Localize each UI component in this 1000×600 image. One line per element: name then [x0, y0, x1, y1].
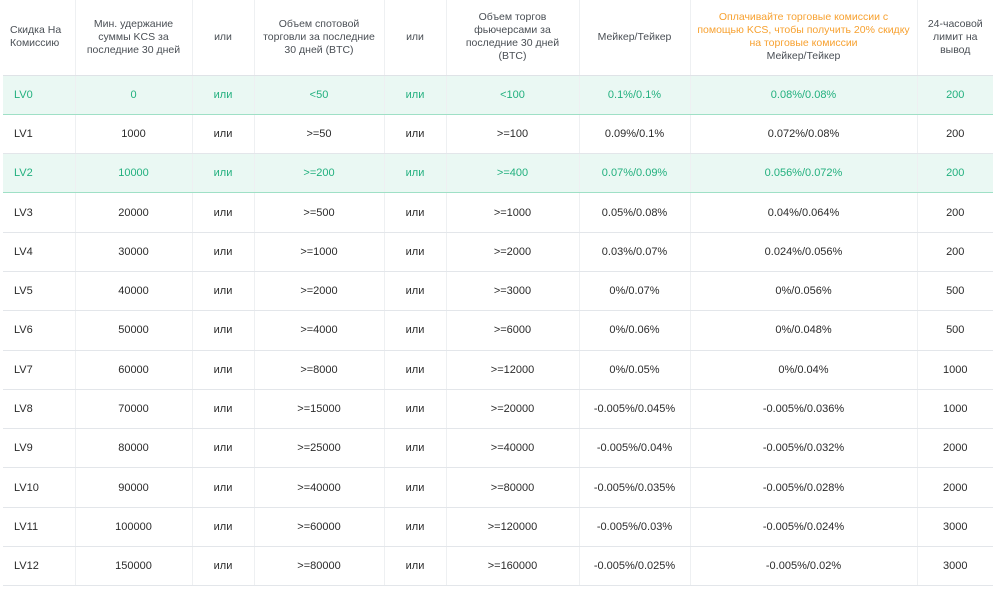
futures-volume-cell: >=3000 — [446, 271, 579, 310]
futures-volume-cell: >=20000 — [446, 389, 579, 428]
level-cell: LV2 — [3, 154, 75, 193]
kcs-discount-fee-cell: -0.005%/0.032% — [690, 429, 917, 468]
kcs-discount-note: Оплачивайте торговые комиссии с помощью KCS, чтобы получить 20% скидку на торговые комиссии — [697, 11, 910, 50]
level-cell: LV12 — [3, 547, 75, 586]
kcs-discount-fee-cell: -0.005%/0.036% — [690, 389, 917, 428]
withdrawal-limit-cell: 2000 — [917, 429, 993, 468]
fee-level-table — [3, 0, 993, 586]
kcs-holding-cell: 10000 — [75, 154, 192, 193]
header-kcs-holding: Мин. удержание суммы KCS за последние 30 дней — [75, 0, 192, 75]
kcs-discount-fee-cell: 0%/0.056% — [690, 271, 917, 310]
kcs-holding-cell: 0 — [75, 75, 192, 114]
spot-volume-cell: >=15000 — [254, 389, 384, 428]
futures-volume-cell: >=400 — [446, 154, 579, 193]
or-cell: или — [384, 429, 446, 468]
futures-volume-cell: >=120000 — [446, 507, 579, 546]
table-row — [3, 75, 993, 114]
table-row — [3, 429, 993, 468]
withdrawal-limit-cell: 500 — [917, 271, 993, 310]
or-cell: или — [384, 75, 446, 114]
kcs-discount-fee-cell: 0%/0.048% — [690, 311, 917, 350]
or-cell: или — [192, 547, 254, 586]
or-cell: или — [192, 271, 254, 310]
kcs-discount-fee-cell: 0%/0.04% — [690, 350, 917, 389]
maker-taker-fee-cell: -0.005%/0.025% — [579, 547, 690, 586]
kcs-discount-fee-cell: 0.072%/0.08% — [690, 114, 917, 153]
or-cell: или — [384, 271, 446, 310]
futures-volume-cell: >=160000 — [446, 547, 579, 586]
header-fee-discount: Скидка На Комиссию — [3, 0, 75, 75]
kcs-discount-fee-cell: -0.005%/0.024% — [690, 507, 917, 546]
or-cell: или — [192, 75, 254, 114]
header-maker-taker: Мейкер/Тейкер — [579, 0, 690, 75]
level-cell: LV3 — [3, 193, 75, 232]
maker-taker-fee-cell: 0.1%/0.1% — [579, 75, 690, 114]
maker-taker-fee-cell: 0.03%/0.07% — [579, 232, 690, 271]
or-cell: или — [384, 193, 446, 232]
or-cell: или — [192, 193, 254, 232]
table-body — [3, 75, 993, 586]
table-row — [3, 232, 993, 271]
table-row — [3, 271, 993, 310]
futures-volume-cell: >=100 — [446, 114, 579, 153]
maker-taker-fee-cell: 0%/0.07% — [579, 271, 690, 310]
maker-taker-fee-cell: 0%/0.05% — [579, 350, 690, 389]
table-header — [3, 0, 993, 75]
maker-taker-fee-cell: 0.09%/0.1% — [579, 114, 690, 153]
or-cell: или — [384, 468, 446, 507]
level-cell: LV5 — [3, 271, 75, 310]
or-cell: или — [384, 547, 446, 586]
spot-volume-cell: >=1000 — [254, 232, 384, 271]
kcs-holding-cell: 20000 — [75, 193, 192, 232]
spot-volume-cell: >=2000 — [254, 271, 384, 310]
maker-taker-fee-cell: -0.005%/0.03% — [579, 507, 690, 546]
header-spot-volume: Объем спотовой торговли за последние 30 дней (BTC) — [254, 0, 384, 75]
header-or-2: или — [384, 0, 446, 75]
header-futures-volume: Объем торгов фьючерсами за последние 30 дней (BTC) — [446, 0, 579, 75]
kcs-holding-cell: 150000 — [75, 547, 192, 586]
or-cell: или — [384, 507, 446, 546]
withdrawal-limit-cell: 1000 — [917, 350, 993, 389]
futures-volume-cell: <100 — [446, 75, 579, 114]
table-row — [3, 311, 993, 350]
withdrawal-limit-cell: 500 — [917, 311, 993, 350]
header-or-1: или — [192, 0, 254, 75]
withdrawal-limit-cell: 3000 — [917, 547, 993, 586]
table-row — [3, 193, 993, 232]
futures-volume-cell: >=1000 — [446, 193, 579, 232]
withdrawal-limit-cell: 200 — [917, 114, 993, 153]
kcs-discount-fee-cell: -0.005%/0.028% — [690, 468, 917, 507]
spot-volume-cell: >=25000 — [254, 429, 384, 468]
level-cell: LV10 — [3, 468, 75, 507]
futures-volume-cell: >=2000 — [446, 232, 579, 271]
or-cell: или — [192, 468, 254, 507]
maker-taker-fee-cell: 0.05%/0.08% — [579, 193, 690, 232]
level-cell: LV4 — [3, 232, 75, 271]
level-cell: LV11 — [3, 507, 75, 546]
kcs-holding-cell: 60000 — [75, 350, 192, 389]
table-row — [3, 547, 993, 586]
spot-volume-cell: >=60000 — [254, 507, 384, 546]
or-cell: или — [192, 311, 254, 350]
table-row — [3, 389, 993, 428]
level-cell: LV8 — [3, 389, 75, 428]
spot-volume-cell: >=8000 — [254, 350, 384, 389]
futures-volume-cell: >=40000 — [446, 429, 579, 468]
kcs-holding-cell: 30000 — [75, 232, 192, 271]
withdrawal-limit-cell: 200 — [917, 75, 993, 114]
or-cell: или — [192, 429, 254, 468]
or-cell: или — [192, 389, 254, 428]
withdrawal-limit-cell: 200 — [917, 154, 993, 193]
table-row — [3, 154, 993, 193]
or-cell: или — [384, 389, 446, 428]
kcs-holding-cell: 1000 — [75, 114, 192, 153]
table-row — [3, 507, 993, 546]
or-cell: или — [384, 350, 446, 389]
spot-volume-cell: >=500 — [254, 193, 384, 232]
level-cell: LV1 — [3, 114, 75, 153]
withdrawal-limit-cell: 200 — [917, 232, 993, 271]
spot-volume-cell: >=50 — [254, 114, 384, 153]
kcs-discount-fee-cell: 0.04%/0.064% — [690, 193, 917, 232]
or-cell: или — [192, 154, 254, 193]
futures-volume-cell: >=12000 — [446, 350, 579, 389]
header-kcs-discount — [690, 0, 917, 75]
or-cell: или — [192, 350, 254, 389]
or-cell: или — [192, 232, 254, 271]
or-cell: или — [384, 154, 446, 193]
maker-taker-fee-cell: 0%/0.06% — [579, 311, 690, 350]
kcs-maker-taker-label: Мейкер/Тейкер — [766, 50, 841, 63]
spot-volume-cell: >=40000 — [254, 468, 384, 507]
header-withdrawal-limit: 24-часовой лимит на вывод — [917, 0, 993, 75]
futures-volume-cell: >=6000 — [446, 311, 579, 350]
or-cell: или — [384, 114, 446, 153]
kcs-discount-fee-cell: -0.005%/0.02% — [690, 547, 917, 586]
kcs-holding-cell: 50000 — [75, 311, 192, 350]
maker-taker-fee-cell: -0.005%/0.04% — [579, 429, 690, 468]
withdrawal-limit-cell: 2000 — [917, 468, 993, 507]
maker-taker-fee-cell: -0.005%/0.035% — [579, 468, 690, 507]
spot-volume-cell: >=4000 — [254, 311, 384, 350]
maker-taker-fee-cell: -0.005%/0.045% — [579, 389, 690, 428]
spot-volume-cell: >=200 — [254, 154, 384, 193]
spot-volume-cell: >=80000 — [254, 547, 384, 586]
level-cell: LV9 — [3, 429, 75, 468]
spot-volume-cell: <50 — [254, 75, 384, 114]
kcs-holding-cell: 40000 — [75, 271, 192, 310]
withdrawal-limit-cell: 200 — [917, 193, 993, 232]
maker-taker-fee-cell: 0.07%/0.09% — [579, 154, 690, 193]
kcs-discount-fee-cell: 0.024%/0.056% — [690, 232, 917, 271]
kcs-holding-cell: 70000 — [75, 389, 192, 428]
or-cell: или — [384, 232, 446, 271]
futures-volume-cell: >=80000 — [446, 468, 579, 507]
level-cell: LV0 — [3, 75, 75, 114]
table-row — [3, 114, 993, 153]
kcs-discount-fee-cell: 0.08%/0.08% — [690, 75, 917, 114]
or-cell: или — [192, 114, 254, 153]
kcs-holding-cell: 80000 — [75, 429, 192, 468]
table-row — [3, 350, 993, 389]
level-cell: LV7 — [3, 350, 75, 389]
kcs-holding-cell: 90000 — [75, 468, 192, 507]
level-cell: LV6 — [3, 311, 75, 350]
kcs-holding-cell: 100000 — [75, 507, 192, 546]
or-cell: или — [384, 311, 446, 350]
kcs-discount-fee-cell: 0.056%/0.072% — [690, 154, 917, 193]
header-row — [3, 0, 993, 75]
withdrawal-limit-cell: 1000 — [917, 389, 993, 428]
or-cell: или — [192, 507, 254, 546]
table-row — [3, 468, 993, 507]
withdrawal-limit-cell: 3000 — [917, 507, 993, 546]
